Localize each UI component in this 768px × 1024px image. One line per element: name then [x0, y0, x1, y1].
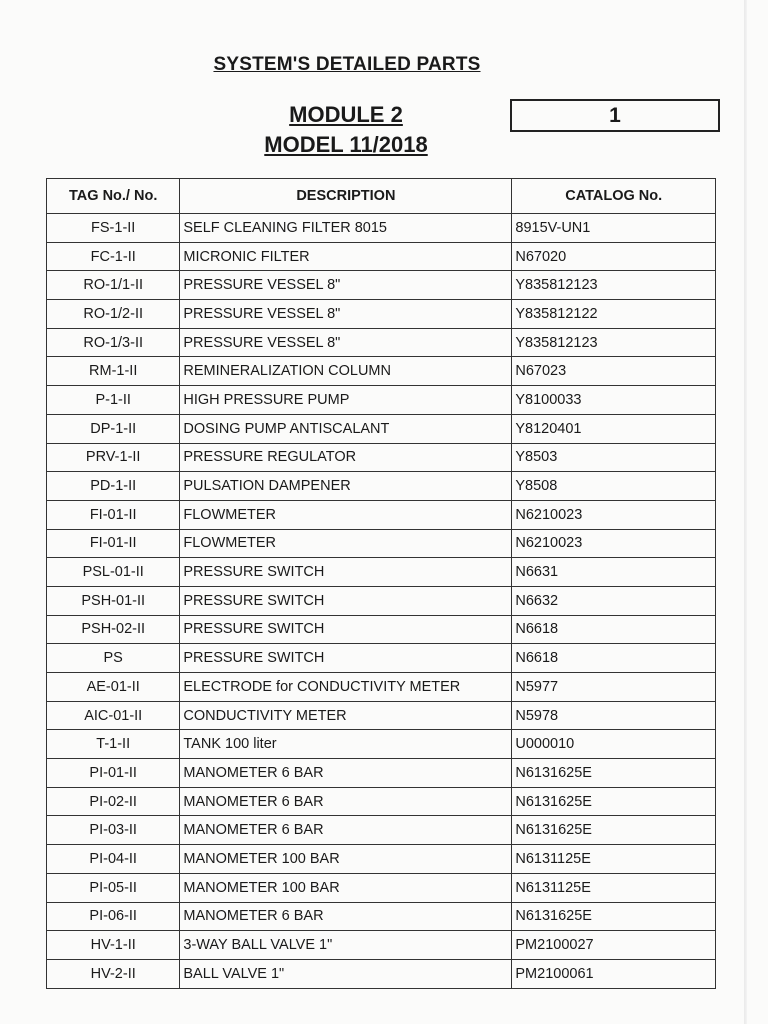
cell-description: CONDUCTIVITY METER [180, 701, 512, 730]
cell-catalog: PM2100027 [512, 931, 716, 960]
parts-table [46, 178, 716, 989]
cell-catalog: 8915V-UN1 [512, 214, 716, 243]
table-row [47, 214, 716, 243]
table-row [47, 959, 716, 988]
table-row [47, 931, 716, 960]
cell-catalog: N67023 [512, 357, 716, 386]
cell-tag: PS [47, 644, 180, 673]
cell-description: PRESSURE VESSEL 8" [180, 271, 512, 300]
table-row [47, 701, 716, 730]
cell-tag: AIC-01-II [47, 701, 180, 730]
table-row [47, 414, 716, 443]
table-row [47, 873, 716, 902]
module-label: MODULE 2 [289, 102, 403, 127]
cell-catalog: N6632 [512, 586, 716, 615]
cell-description: PRESSURE REGULATOR [180, 443, 512, 472]
cell-tag: PD-1-II [47, 472, 180, 501]
cell-description: PULSATION DAMPENER [180, 472, 512, 501]
cell-description: PRESSURE VESSEL 8" [180, 328, 512, 357]
cell-tag: HV-1-II [47, 931, 180, 960]
cell-catalog: N6618 [512, 644, 716, 673]
cell-description: PRESSURE SWITCH [180, 558, 512, 587]
cell-catalog: N6631 [512, 558, 716, 587]
cell-catalog: Y8100033 [512, 386, 716, 415]
table-row [47, 328, 716, 357]
cell-catalog: N6131625E [512, 787, 716, 816]
table-row [47, 787, 716, 816]
cell-tag: PI-06-II [47, 902, 180, 931]
cell-description: BALL VALVE 1" [180, 959, 512, 988]
cell-catalog: Y835812123 [512, 271, 716, 300]
table-row [47, 242, 716, 271]
table-body [47, 214, 716, 989]
cell-catalog: N6618 [512, 615, 716, 644]
cell-tag: T-1-II [47, 730, 180, 759]
cell-description: SELF CLEANING FILTER 8015 [180, 214, 512, 243]
table-row [47, 271, 716, 300]
cell-description: MANOMETER 100 BAR [180, 873, 512, 902]
table-row [47, 500, 716, 529]
cell-description: PRESSURE SWITCH [180, 586, 512, 615]
cell-tag: PI-02-II [47, 787, 180, 816]
module-heading [180, 100, 512, 160]
header-description: DESCRIPTION [180, 179, 512, 214]
cell-tag: FI-01-II [47, 529, 180, 558]
cell-description: FLOWMETER [180, 529, 512, 558]
cell-catalog: U000010 [512, 730, 716, 759]
page-title: SYSTEM'S DETAILED PARTS [213, 54, 481, 75]
table-row [47, 730, 716, 759]
cell-catalog: N6131625E [512, 816, 716, 845]
cell-tag: PRV-1-II [47, 443, 180, 472]
cell-description: MANOMETER 100 BAR [180, 845, 512, 874]
cell-catalog: N5978 [512, 701, 716, 730]
table-row [47, 558, 716, 587]
cell-catalog: N67020 [512, 242, 716, 271]
cell-catalog: Y835812123 [512, 328, 716, 357]
cell-tag: HV-2-II [47, 959, 180, 988]
cell-catalog: PM2100061 [512, 959, 716, 988]
cell-catalog: Y8503 [512, 443, 716, 472]
cell-description: MANOMETER 6 BAR [180, 787, 512, 816]
cell-description: FLOWMETER [180, 500, 512, 529]
cell-description: ELECTRODE for CONDUCTIVITY METER [180, 673, 512, 702]
table-row [47, 759, 716, 788]
table-row [47, 586, 716, 615]
table-row [47, 472, 716, 501]
cell-catalog: N5977 [512, 673, 716, 702]
cell-catalog: Y8508 [512, 472, 716, 501]
table-row [47, 300, 716, 329]
cell-tag: FS-1-II [47, 214, 180, 243]
cell-tag: DP-1-II [47, 414, 180, 443]
cell-catalog: Y8120401 [512, 414, 716, 443]
cell-description: REMINERALIZATION COLUMN [180, 357, 512, 386]
cell-catalog: N6131125E [512, 845, 716, 874]
cell-tag: PSL-01-II [47, 558, 180, 587]
cell-description: TANK 100 liter [180, 730, 512, 759]
table-row [47, 845, 716, 874]
cell-description: DOSING PUMP ANTISCALANT [180, 414, 512, 443]
table-row [47, 902, 716, 931]
page-number-box: 1 [510, 99, 720, 132]
cell-tag: PI-01-II [47, 759, 180, 788]
header-catalog: CATALOG No. [512, 179, 716, 214]
cell-catalog: N6131625E [512, 902, 716, 931]
cell-description: MICRONIC FILTER [180, 242, 512, 271]
cell-catalog: N6210023 [512, 529, 716, 558]
cell-tag: RO-1/1-II [47, 271, 180, 300]
cell-tag: PSH-02-II [47, 615, 180, 644]
table-row [47, 529, 716, 558]
page-edge-shadow [744, 0, 747, 1024]
cell-tag: AE-01-II [47, 673, 180, 702]
cell-catalog: N6210023 [512, 500, 716, 529]
cell-tag: PI-04-II [47, 845, 180, 874]
cell-description: MANOMETER 6 BAR [180, 759, 512, 788]
cell-tag: FC-1-II [47, 242, 180, 271]
table-row [47, 357, 716, 386]
cell-catalog: N6131125E [512, 873, 716, 902]
cell-catalog: N6131625E [512, 759, 716, 788]
cell-description: MANOMETER 6 BAR [180, 902, 512, 931]
cell-tag: RM-1-II [47, 357, 180, 386]
table-header-row [47, 179, 716, 214]
cell-tag: PI-05-II [47, 873, 180, 902]
cell-catalog: Y835812122 [512, 300, 716, 329]
cell-description: MANOMETER 6 BAR [180, 816, 512, 845]
cell-description: PRESSURE SWITCH [180, 615, 512, 644]
table-row [47, 673, 716, 702]
cell-tag: PI-03-II [47, 816, 180, 845]
table-row [47, 644, 716, 673]
table-row [47, 615, 716, 644]
cell-tag: RO-1/3-II [47, 328, 180, 357]
cell-tag: PSH-01-II [47, 586, 180, 615]
model-label: MODEL 11/2018 [264, 132, 428, 157]
cell-description: 3-WAY BALL VALVE 1" [180, 931, 512, 960]
table-row [47, 816, 716, 845]
cell-description: PRESSURE VESSEL 8" [180, 300, 512, 329]
table-row [47, 386, 716, 415]
table-row [47, 443, 716, 472]
cell-tag: RO-1/2-II [47, 300, 180, 329]
cell-tag: FI-01-II [47, 500, 180, 529]
cell-description: HIGH PRESSURE PUMP [180, 386, 512, 415]
cell-description: PRESSURE SWITCH [180, 644, 512, 673]
cell-tag: P-1-II [47, 386, 180, 415]
header-tag: TAG No./ No. [47, 179, 180, 214]
